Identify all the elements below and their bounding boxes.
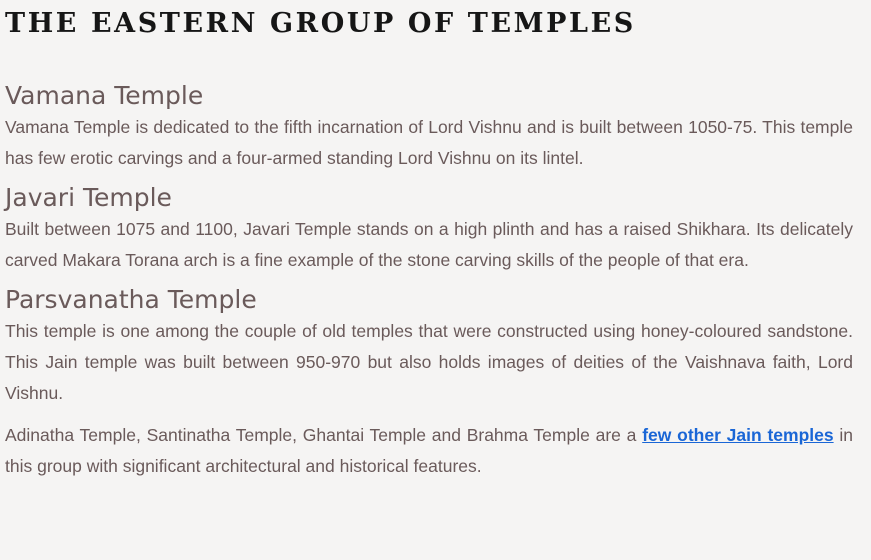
paragraph-parsvanatha-temple: This temple is one among the couple of old temples that were constructed using honey-coloured sandstone. This Jain temple was built between 950-970 but also holds images of deities of the Vaishnava faith, Lord Vishnu. — [5, 321, 853, 403]
jain-temples-link[interactable]: few other Jain temples — [642, 425, 834, 445]
page-title: THE EASTERN GROUP OF TEMPLES — [5, 8, 636, 39]
paragraph-javari-temple: Built between 1075 and 1100, Javari Temple stands on a high plinth and has a raised Shikhara. Its delicately carved Makara Torana arch is a fine example of the stone carving skills of the people of that era. — [5, 219, 853, 270]
heading-javari-temple: Javari Temple — [5, 183, 172, 212]
paragraph-other-temples — [5, 420, 853, 482]
heading-vamana-temple: Vamana Temple — [5, 81, 204, 110]
closing-text-before-link: Adinatha Temple, Santinatha Temple, Ghantai Temple and Brahma Temple are a — [5, 425, 643, 445]
paragraph-vamana-temple: Vamana Temple is dedicated to the fifth incarnation of Lord Vishnu and is built between 1050-75. This temple has few erotic carvings and a four-armed standing Lord Vishnu on its lintel. — [5, 117, 853, 168]
closing-text-after-link: in this group with significant architectural and historical features. — [5, 425, 854, 476]
heading-parsvanatha-temple: Parsvanatha Temple — [5, 285, 257, 314]
